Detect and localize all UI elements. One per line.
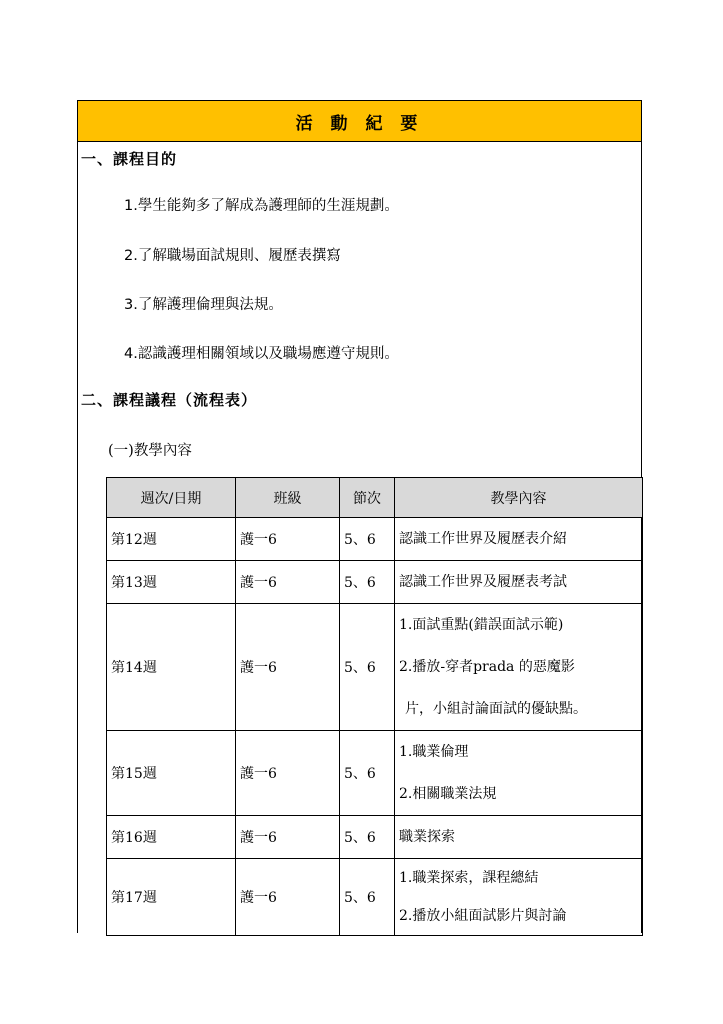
goal-item-2: 2.了解職場面試規則、履歷表撰寫	[124, 248, 341, 264]
goal-item-4: 4.認識護理相關領域以及職場應遵守規則。	[124, 346, 399, 362]
header-week: 週次/日期	[107, 478, 236, 518]
cell-period: 5、6	[340, 859, 395, 936]
activity-record-frame	[77, 100, 642, 933]
goal-item-1: 1.學生能夠多了解成為護理師的生涯規劃。	[124, 198, 399, 214]
content-line: 1.職業探索，課程總結	[399, 870, 539, 886]
cell-week: 第12週	[107, 518, 236, 561]
table-row	[107, 816, 643, 859]
content-line: 2.播放-穿者prada 的惡魔影	[399, 659, 575, 675]
cell-week: 第16週	[107, 816, 236, 859]
cell-period: 5、6	[340, 604, 395, 731]
table-row	[107, 859, 643, 936]
table-row	[107, 561, 643, 604]
cell-class: 護一6	[236, 561, 340, 604]
cell-week: 第13週	[107, 561, 236, 604]
cell-class: 護一6	[236, 859, 340, 936]
cell-content	[395, 731, 643, 816]
cell-period: 5、6	[340, 731, 395, 816]
content-line: 1.面試重點(錯誤面試示範)	[399, 617, 564, 633]
section2-subheading: (一)教學內容	[108, 443, 192, 459]
content-line: 認識工作世界及履歷表考試	[399, 574, 567, 590]
cell-period: 5、6	[340, 561, 395, 604]
section1-heading: 一、課程目的	[81, 150, 178, 168]
cell-content	[395, 859, 643, 936]
cell-class: 護一6	[236, 816, 340, 859]
content-line: 職業探索	[399, 829, 455, 845]
schedule-table	[106, 477, 643, 936]
header-period: 節次	[340, 478, 395, 518]
cell-period: 5、6	[340, 816, 395, 859]
section2-heading: 二、課程議程（流程表）	[81, 391, 258, 409]
table-row	[107, 604, 643, 731]
cell-content	[395, 518, 643, 561]
cell-class: 護一6	[236, 604, 340, 731]
content-line: 1.職業倫理	[399, 744, 469, 760]
cell-week: 第15週	[107, 731, 236, 816]
cell-class: 護一6	[236, 731, 340, 816]
content-line: 認識工作世界及履歷表介紹	[399, 531, 567, 547]
content-line: 2.相關職業法規	[399, 786, 497, 802]
cell-content	[395, 816, 643, 859]
header-class: 班級	[236, 478, 340, 518]
cell-period: 5、6	[340, 518, 395, 561]
cell-week: 第17週	[107, 859, 236, 936]
cell-week: 第14週	[107, 604, 236, 731]
content-line: 2.播放小組面試影片與討論	[399, 908, 567, 924]
header-content: 教學內容	[395, 478, 643, 518]
table-header-row	[107, 478, 643, 518]
page-title: 活 動 紀 要	[295, 113, 424, 134]
content-line: 片，小組討論面試的優缺點。	[405, 701, 587, 717]
table-row	[107, 731, 643, 816]
title-bar	[78, 101, 641, 142]
table-row	[107, 518, 643, 561]
cell-class: 護一6	[236, 518, 340, 561]
cell-content	[395, 604, 643, 731]
cell-content	[395, 561, 643, 604]
goal-item-3: 3.了解護理倫理與法規。	[124, 297, 283, 313]
